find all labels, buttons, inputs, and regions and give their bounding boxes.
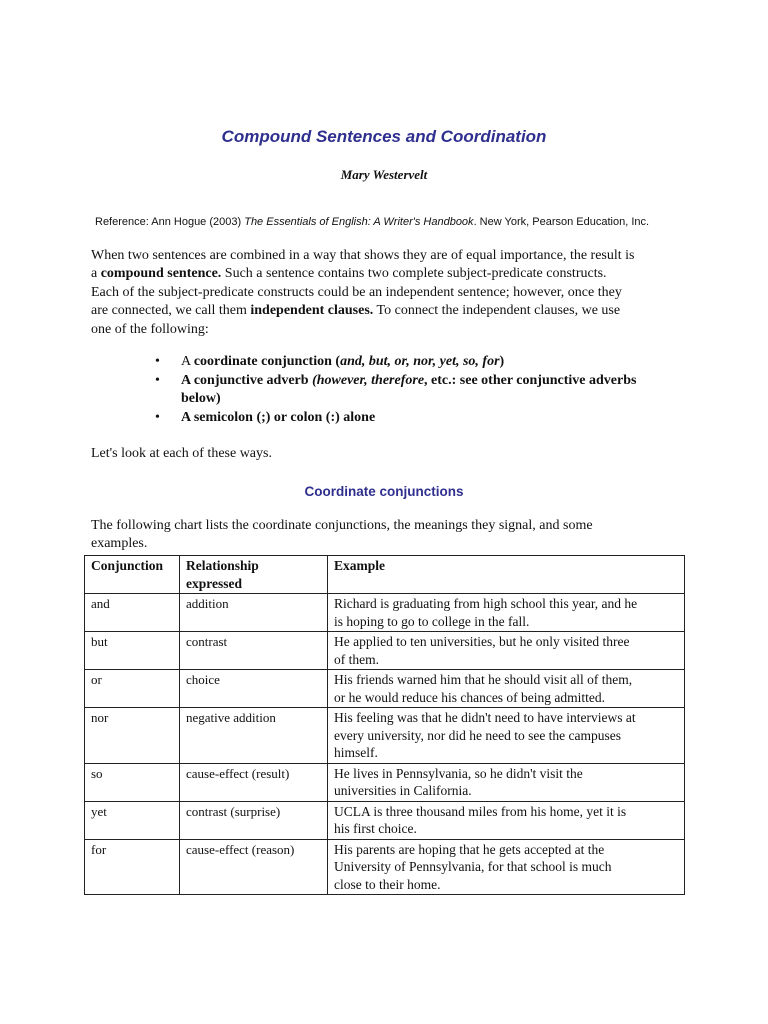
cell-conjunction: nor xyxy=(85,708,180,764)
intro-line-2 xyxy=(91,265,691,283)
example-line: universities in California. xyxy=(334,783,472,798)
section-heading: Coordinate conjunctions xyxy=(304,484,464,499)
example-line: His parents are hoping that he gets accepted at the xyxy=(334,841,605,857)
term-compound-sentence: compound sentence. xyxy=(100,266,222,282)
intro-line-1: When two sentences are combined in a way that shows they are of equal importance, the result is xyxy=(91,248,635,263)
intro-paragraph xyxy=(91,247,691,339)
transition-sentence: Let's look at each of these ways. xyxy=(91,446,272,461)
table-body xyxy=(85,594,685,895)
conjunctions-table xyxy=(84,555,685,895)
cell-conjunction: yet xyxy=(85,801,180,839)
list-item xyxy=(155,353,695,371)
reference-book-title: The Essentials of English: A Writer's Handbook xyxy=(244,216,474,228)
example-line: his first choice. xyxy=(334,821,417,836)
cell-relationship: choice xyxy=(180,670,328,708)
cell-conjunction: for xyxy=(85,839,180,895)
reference-prefix: Reference: Ann Hogue (2003) xyxy=(95,216,245,228)
example-line: He applied to ten universities, but he only visited three xyxy=(334,634,630,649)
cell-relationship: negative addition xyxy=(180,708,328,764)
reference-suffix: . New York, Pearson Education, Inc. xyxy=(473,216,650,228)
cell-conjunction: or xyxy=(85,670,180,708)
cell-example xyxy=(328,670,685,708)
example-line: His feeling was that he didn't need to have interviews at xyxy=(334,710,636,725)
term-independent-clauses: independent clauses. xyxy=(250,303,374,319)
table-row xyxy=(85,670,685,708)
example-line: Richard is graduating from high school this year, and he xyxy=(334,596,638,611)
methods-list xyxy=(155,353,695,428)
cell-conjunction: but xyxy=(85,632,180,670)
example-line: himself. xyxy=(334,745,378,760)
header-relationship xyxy=(180,556,328,594)
bullet-bold-text: A semicolon (;) or colon (:) alone xyxy=(181,410,376,425)
list-item xyxy=(155,409,695,427)
header-text: expressed xyxy=(186,575,242,591)
cell-example xyxy=(328,801,685,839)
bullet-bold-text: below) xyxy=(181,391,221,406)
cell-example xyxy=(328,839,685,895)
example-line: His friends warned him that he should visit all of them, xyxy=(334,672,633,687)
chart-intro-line-1: The following chart lists the coordinate conjunctions, the meanings they signal, and some xyxy=(91,518,593,533)
cell-conjunction: and xyxy=(85,594,180,632)
bullet-bold-text: A conjunctive adverb xyxy=(181,373,313,388)
reference-line xyxy=(95,216,649,228)
document-title: Compound Sentences and Coordination xyxy=(221,127,547,146)
intro-text: Such a sentence contains two complete subject-predicate constructs. xyxy=(221,266,607,282)
example-line: UCLA is three thousand miles from his home, yet it is xyxy=(334,803,627,819)
example-line: of them. xyxy=(334,651,379,667)
intro-line-3: Each of the subject-predicate constructs could be an independent sentence; however, once they xyxy=(91,284,622,300)
bullet-text: A xyxy=(181,354,194,369)
example-line: He lives in Pennsylvania, so he didn't visit the xyxy=(334,765,583,781)
cell-relationship: addition xyxy=(180,594,328,632)
intro-line-5: one of the following: xyxy=(91,321,209,337)
example-line: is hoping to go to college in the fall. xyxy=(334,613,530,629)
cell-example xyxy=(328,708,685,764)
header-example: Example xyxy=(328,556,685,594)
intro-text: To connect the independent clauses, we use xyxy=(373,303,621,319)
table-header-row xyxy=(85,556,685,594)
table-row xyxy=(85,801,685,839)
bullet-italic-text: and, but, or, nor, yet, so, for xyxy=(340,354,500,369)
cell-relationship: cause-effect (reason) xyxy=(180,839,328,895)
intro-line-4 xyxy=(91,302,691,320)
table-row xyxy=(85,632,685,670)
bullet-bold-text: coordinate conjunction ( xyxy=(193,354,341,369)
bullet-bold-text: , etc.: see other conjunctive adverbs xyxy=(424,373,637,388)
header-text: Relationship xyxy=(186,558,259,573)
author-name: Mary Westervelt xyxy=(340,167,428,182)
header-conjunction: Conjunction xyxy=(85,556,180,594)
cell-example xyxy=(328,594,685,632)
table-row xyxy=(85,594,685,632)
list-item xyxy=(155,372,695,408)
chart-intro-line-2: examples. xyxy=(91,536,148,551)
cell-relationship: contrast (surprise) xyxy=(180,801,328,839)
cell-relationship: cause-effect (result) xyxy=(180,763,328,801)
chart-intro-paragraph xyxy=(91,517,691,553)
table-row xyxy=(85,839,685,895)
table-row xyxy=(85,708,685,764)
example-line: close to their home. xyxy=(334,876,441,892)
cell-example xyxy=(328,763,685,801)
cell-conjunction: so xyxy=(85,763,180,801)
example-line: University of Pennsylvania, for that school is much xyxy=(334,859,612,874)
bullet-bold-text: ) xyxy=(499,354,505,369)
bullet-italic-text: (however, therefore xyxy=(312,373,425,388)
cell-example xyxy=(328,632,685,670)
table-row xyxy=(85,763,685,801)
intro-text: a xyxy=(91,266,101,282)
intro-text: are connected, we call them xyxy=(91,303,251,319)
example-line: or he would reduce his chances of being admitted. xyxy=(334,689,606,705)
example-line: every university, nor did he need to see the campuses xyxy=(334,727,622,743)
cell-relationship: contrast xyxy=(180,632,328,670)
